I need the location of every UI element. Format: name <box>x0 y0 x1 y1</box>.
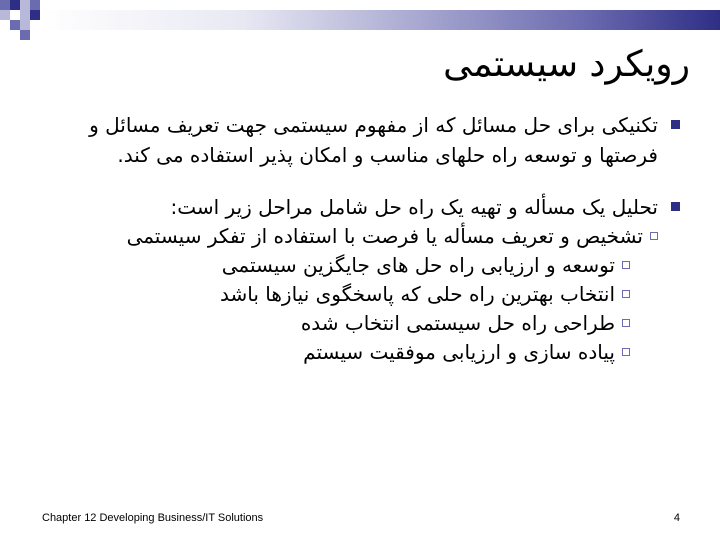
sub-bullet-text: توسعه و ارزیابی راه حل های جایگزین سیستمی <box>221 253 615 277</box>
hollow-square-bullet-icon <box>622 290 630 298</box>
sub-bullet-text: تشخیص و تعریف مسأله یا فرصت با استفاده از تفکر سیستمی <box>126 224 643 248</box>
sub-bullet-text: طراحی راه حل سیستمی انتخاب شده <box>300 311 615 335</box>
sub-bullet-item <box>80 338 630 367</box>
sub-bullet-item <box>80 309 630 338</box>
decor-square <box>0 0 10 10</box>
sub-bullet-text: پیاده سازی و ارزیابی موفقیت سیستم <box>303 340 615 364</box>
hollow-square-bullet-icon <box>622 348 630 356</box>
footer-chapter: Chapter 12 Developing Business/IT Solutions <box>42 512 264 524</box>
decor-square <box>30 0 40 10</box>
square-bullet-icon <box>671 202 680 211</box>
decor-square <box>20 20 30 30</box>
bullet-item <box>80 192 680 222</box>
sub-bullet-text: انتخاب بهترین راه حلی که پاسخگوی نیازها باشد <box>220 282 615 306</box>
hollow-square-bullet-icon <box>622 261 630 269</box>
decor-square <box>20 30 30 40</box>
footer-page-number: 4 <box>673 512 680 524</box>
hollow-square-bullet-icon <box>650 232 658 240</box>
sub-bullet-item <box>80 280 630 309</box>
decor-square <box>0 10 10 20</box>
bullet-item <box>80 110 680 170</box>
decor-square <box>10 20 20 30</box>
sub-bullet-item <box>80 251 630 280</box>
sub-bullet-item <box>80 222 658 251</box>
bullet-text: تحلیل یک مسأله و تهیه یک راه حل شامل مراحل زیر است: <box>170 195 658 219</box>
slide-title: رویکرد سیستمی <box>443 44 690 85</box>
decor-square <box>10 0 20 10</box>
hollow-square-bullet-icon <box>622 319 630 327</box>
header-gradient-bar <box>40 10 720 30</box>
decor-square <box>20 10 30 20</box>
bullet-list <box>80 110 680 367</box>
bullet-text: تکنیکی برای حل مسائل که از مفهوم سیستمی جهت تعریف مسائل و فرصتها و توسعه راه حلهای مناسب و امکان پذیر استفاده می کند. <box>89 113 658 167</box>
square-bullet-icon <box>671 120 680 129</box>
decor-square <box>30 10 40 20</box>
decor-square <box>20 0 30 10</box>
